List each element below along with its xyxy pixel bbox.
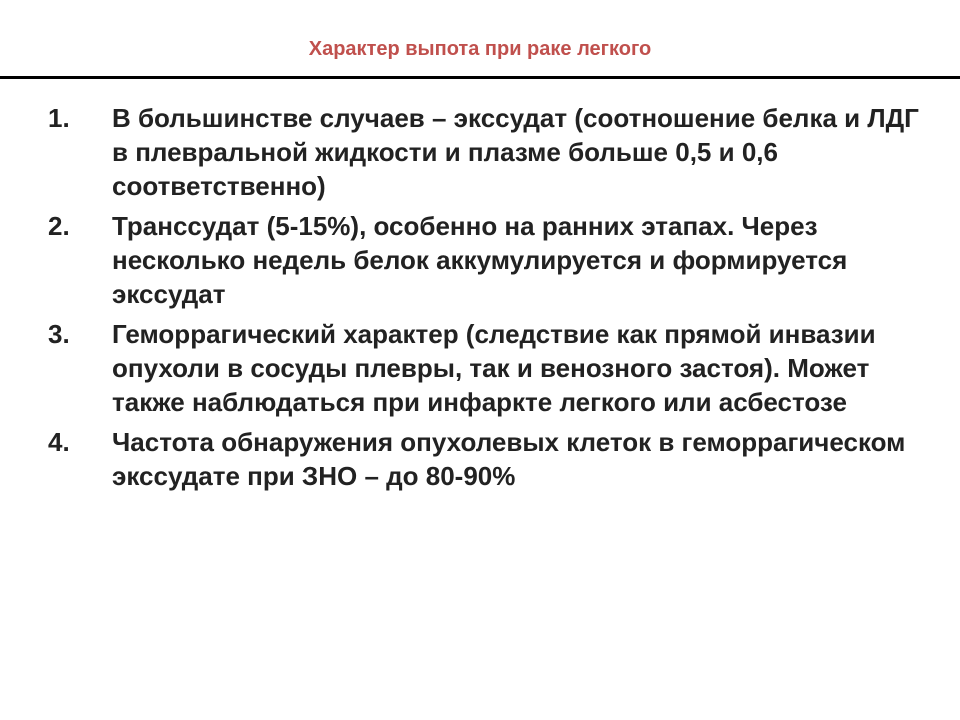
list-item-text: Частота обнаружения опухолевых клеток в геморрагическом экссудате при ЗНО – до 80-90% [112,427,906,491]
list-item-text: Геморрагический характер (следствие как прямой инвазии опухоли в сосуды плевры, так и венозного застоя). Может также наблюдаться при инфаркте легкого или асбестозе [112,319,876,417]
numbered-list [48,101,928,499]
list-item-number: 2. [48,211,70,241]
list-item-number: 4. [48,427,70,457]
list-item [48,209,928,311]
list-item [48,317,928,419]
list-item [48,425,928,493]
list-item-number: 1. [48,103,70,133]
list-item-text: В большинстве случаев – экссудат (соотношение белка и ЛДГ в плевральной жидкости и плазме больше 0,5 и 0,6 соответственно) [112,103,919,201]
title-divider [0,76,960,79]
list-item-text: Транссудат (5-15%), особенно на ранних этапах. Через несколько недель белок аккумулируется и формируется экссудат [112,211,848,309]
list-item [48,101,928,203]
list-item-number: 3. [48,319,70,349]
slide-title: Характер выпота при раке легкого [308,38,652,60]
